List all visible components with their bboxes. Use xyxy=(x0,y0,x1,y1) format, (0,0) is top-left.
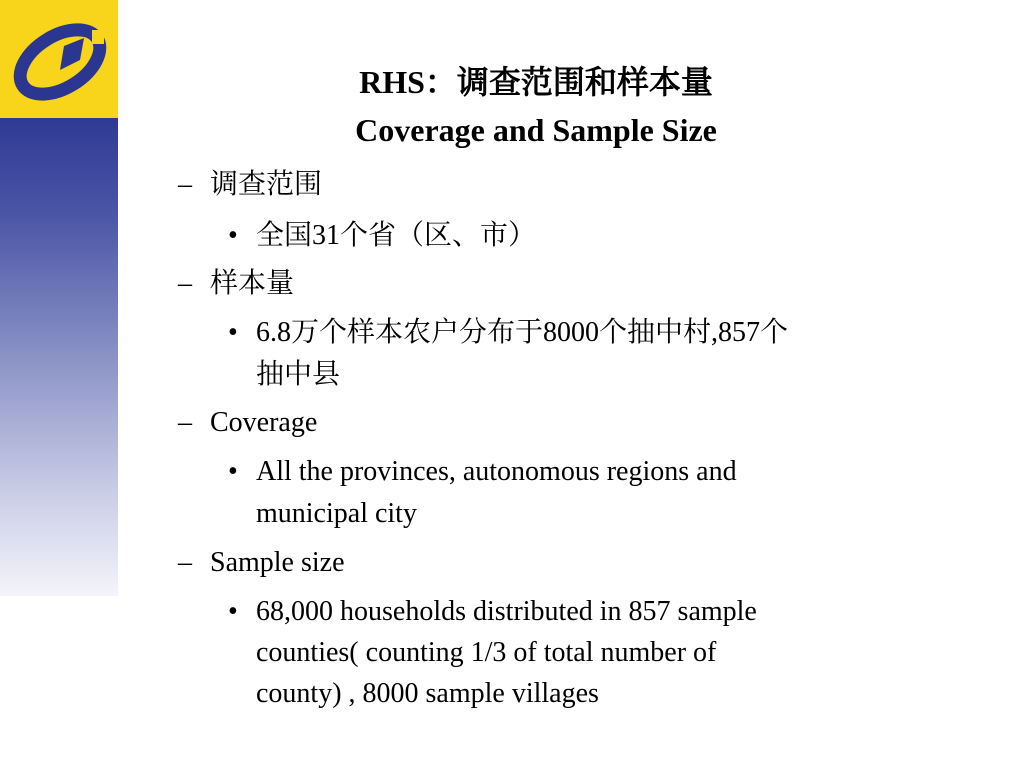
title-chinese: RHS：调查范围和样本量 xyxy=(359,64,713,100)
title-english: Coverage and Sample Size xyxy=(355,112,717,148)
sub-item-line: 抽中县 xyxy=(256,359,341,390)
heading-coverage-en: Coverage xyxy=(210,407,318,438)
dash-marker: – xyxy=(178,547,192,578)
sub-item-line: counties( counting 1/3 of total number of xyxy=(256,637,717,668)
heading-sample-size-en: Sample size xyxy=(210,547,345,578)
heading-sample-size-cn: 样本量 xyxy=(210,268,295,299)
bullet-marker: • xyxy=(228,220,238,251)
dash-marker: – xyxy=(178,169,192,200)
bullet-marker: • xyxy=(228,456,238,487)
bullet-marker: • xyxy=(228,317,238,348)
sub-item-line: county) , 8000 sample villages xyxy=(256,678,599,709)
sub-item-line: All the provinces, autonomous regions and xyxy=(256,456,737,487)
bullet-marker: • xyxy=(228,596,238,627)
sub-item-line: 6.8万个样本农户分布于8000个抽中村,857个 xyxy=(256,317,789,348)
sub-item-line: municipal city xyxy=(256,498,417,529)
sub-item-line: 全国31个省（区、市） xyxy=(256,220,537,251)
dash-marker: – xyxy=(178,268,192,299)
heading-coverage-cn: 调查范围 xyxy=(210,169,323,200)
sub-item-line: 68,000 households distributed in 857 sample xyxy=(256,596,757,627)
dash-marker: – xyxy=(178,407,192,438)
